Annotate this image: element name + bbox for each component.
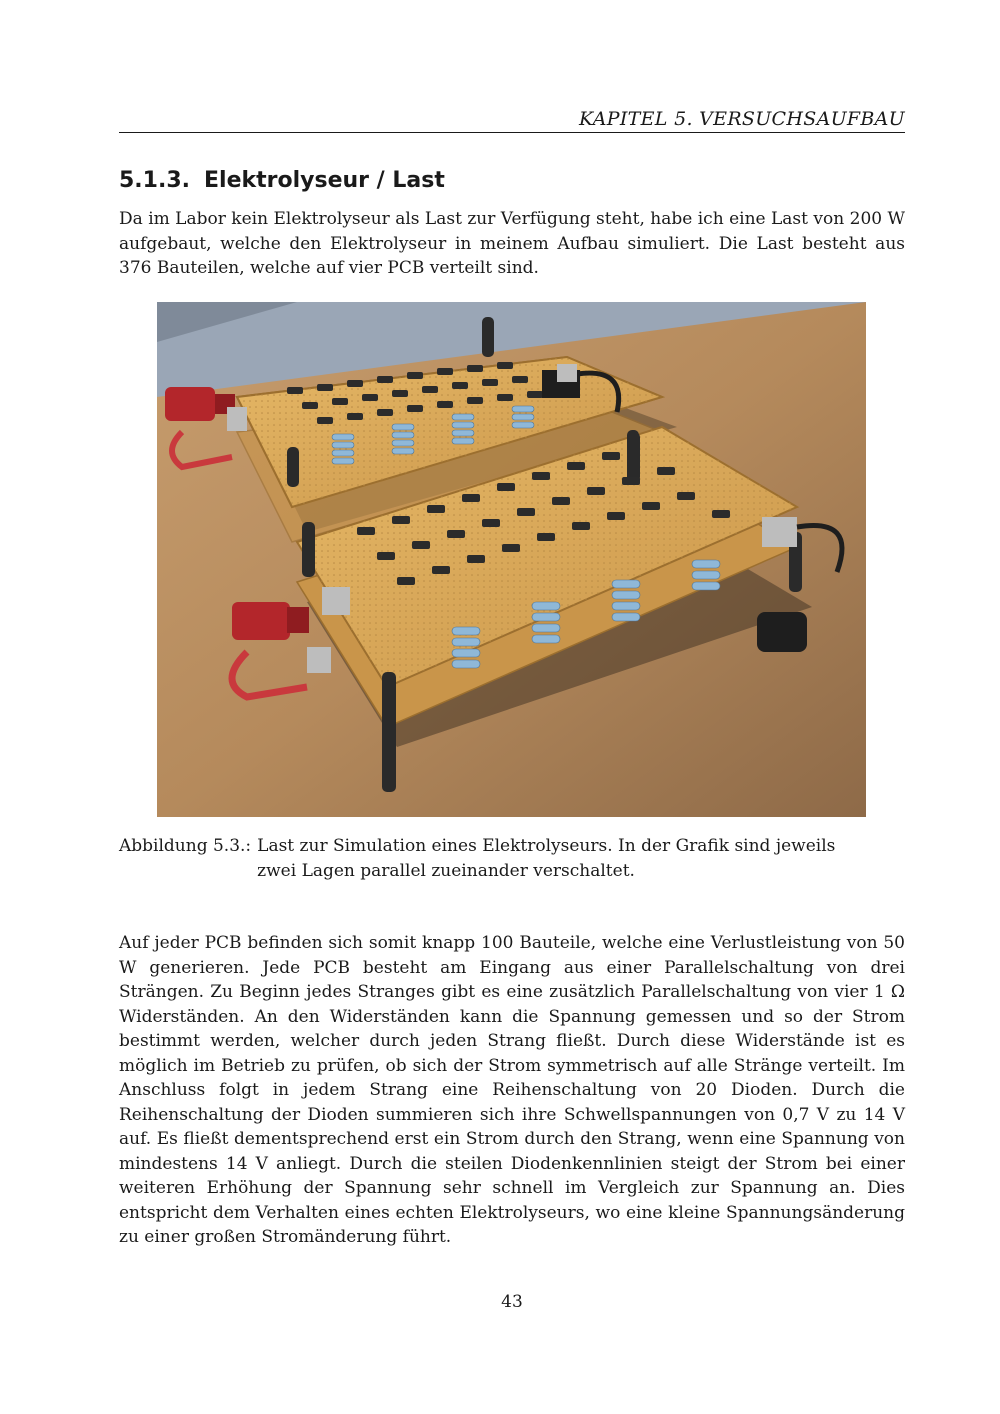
section-heading (119, 166, 905, 196)
section-number: 5.1.3. (119, 168, 190, 193)
section-title: Elektrolyseur / Last (204, 168, 445, 193)
figure-caption (119, 834, 905, 883)
figure-label: Abbildung 5.3.: (119, 836, 252, 856)
main-paragraph: Auf jeder PCB befinden sich somit knapp 100 Bauteile, welche eine Verlustleistung von 50 W generieren. Jede PCB besteht am Eingang aus einer Parallelschaltung von drei Strängen. Zu Beginn jedes Stranges gibt es eine zusätzlich Parallelschaltung von vier 1 Ω Widerständen. An den Widerständen kann die Spannung gemessen und so der Strom bestimmt werden, welcher durch jeden Strang fließt. Durch diese Widerstände ist es möglich im Betrieb zu prüfen, ob sich der Strom symmetrisch auf alle Stränge verteilt. Im Anschluss folgt in jedem Strang eine Reihenschaltung von 20 Dioden. Durch die Reihenschaltung der Dioden summieren sich ihre Schwellspannungen von 0,7 V zu 14 V auf. Es fließt dementsprechend erst ein Strom durch den Strang, wenn eine Spannung von mindestens 14 V anliegt. Durch die steilen Diodenkennlinien steigt der Strom bei einer weiteren Erhöhung der Spannung sehr schnell im Vergleich zur Spannung an. Dies entspricht dem Verhalten eines echten Elektrolyseurs, wo eine kleine Spannungsänderung zu einer großen Stromänderung führt. (119, 933, 905, 1247)
header-rule (119, 132, 905, 133)
figure-caption-text: Last zur Simulation eines Elektrolyseurs. In der Grafik sind jeweils zwei Lagen parallel zueinander verschaltet. (257, 836, 836, 881)
running-header: KAPITEL 5. VERSUCHSAUFBAU (579, 108, 905, 130)
intro-paragraph: Da im Labor kein Elektrolyseur als Last zur Verfügung steht, habe ich eine Last von 200 W aufgebaut, welche den Elektrolyseur in meinem Aufbau simuliert. Die Last besteht aus 376 Bauteilen, welche auf vier PCB verteilt sind. (119, 209, 905, 278)
figure-photo (157, 302, 866, 817)
page-number: 43 (501, 1292, 523, 1312)
